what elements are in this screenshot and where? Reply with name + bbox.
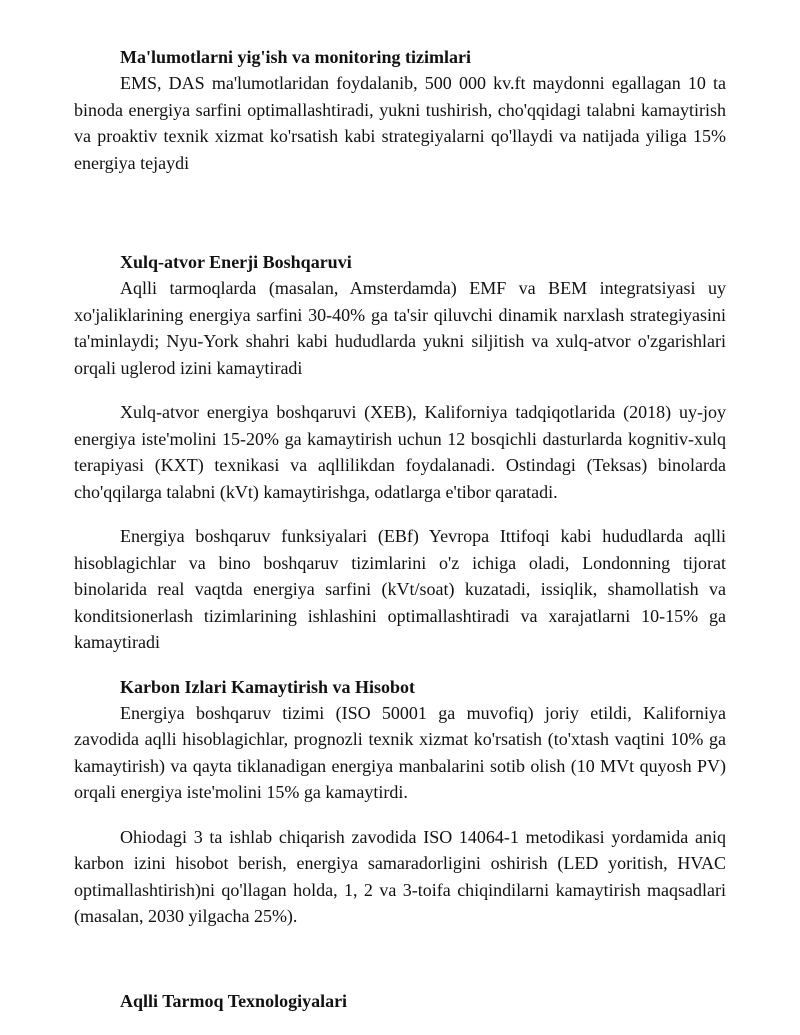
paragraph-spacer: [74, 505, 726, 523]
paragraph-spacer: [74, 806, 726, 824]
section-spacer: [74, 176, 726, 249]
paragraph-iso-14064: Ohiodagi 3 ta ishlab chiqarish zavodida ISO 14064-1 metodikasi yordamida aniq karbon izini hisobot berish, energiya samaradorligini oshirish (LED yoritish, HVAC optimallashtirish)ni qo'llagan holda, 1, 2 va 3-toifa chiqindilarni kamaytirish maqsadlari (masalan, 2030 yilgacha 25%).: [74, 826, 726, 926]
paragraph-iso-50001: Energiya boshqaruv tizimi (ISO 50001 ga muvofiq) joriy etildi, Kaliforniya zavodida aqlli hisoblagichlar, prognozli texnik xizmat ko'rsatish (to'xtash vaqtini 10% ga kamaytirish) va qayta tiklanadigan energiya manbalarini sotib olish (10 MVt quyosh PV) orqali energiya iste'molini 15% ga kamaytirdi.: [74, 702, 726, 802]
section-heading-smart-grid-tech: Aqlli Tarmoq Texnologiyalari: [120, 990, 348, 1011]
section-heading-data-monitoring: Ma'lumotlarni yig'ish va monitoring tizimlari: [120, 47, 471, 67]
section-heading-carbon-footprint: Karbon Izlari Kamaytirish va Hisobot: [120, 676, 416, 697]
paragraph-xeb: Xulq-atvor energiya boshqaruvi (XEB), Kaliforniya tadqiqotlarida (2018) uy-joy energiya iste'molini 15-20% ga kamaytirish uchun 12 bosqichli dasturlarda kognitiv-xulq terapiyasi (KXT) texnikasi va aqllilikdan foydalanadi. Ostindagi (Teksas) binolarda cho'qqilarga talabni (kVt) kamaytirishga, odatlarga e'tibor qaratadi.: [74, 402, 726, 502]
paragraph-ems-das: EMS, DAS ma'lumotlaridan foydalanib, 500 000 kv.ft maydonni egallagan 10 ta binoda energiya sarfini optimallashtiradi, yukni tushirish, cho'qqidagi talabni kamaytirish va proaktiv texnik xizmat ko'rsatish kabi strategiyalarni qo'llaydi va natijada yiliga 15% energiya tejaydi: [74, 73, 726, 173]
document-page: [74, 44, 726, 1014]
paragraph-ebf: Energiya boshqaruv funksiyalari (EBf) Yevropa Ittifoqi kabi hududlarda aqlli hisoblagichlar va bino boshqaruv tizimlarini o'z ichiga oladi, Londonning tijorat binolarida real vaqtda energiya sarfini (kVt/soat) kuzatadi, issiqlik, shamollatish va konditsionerlash tizimlarining ishlashini optimallashtiradi va xarajatlarni 10-15% ga kamaytiradi: [74, 526, 726, 652]
paragraph-smart-grid: Aqlli tarmoqlarda (masalan, Amsterdamda) EMF va BEM integratsiyasi uy xo'jaliklarining energiya sarfini 30-40% ga ta'sir qiluvchi dinamik narxlash strategiyasini ta'minlaydi; Nyu-York shahri kabi hududlarda yukni siljitish va xulq-atvor o'zgarishlari orqali uglerod izini kamaytiradi: [74, 278, 726, 378]
paragraph-spacer: [74, 381, 726, 399]
section-spacer: [74, 930, 726, 988]
section-spacer: [74, 656, 726, 674]
section-heading-behavioral-energy: Xulq-atvor Enerji Boshqaruvi: [120, 252, 352, 272]
